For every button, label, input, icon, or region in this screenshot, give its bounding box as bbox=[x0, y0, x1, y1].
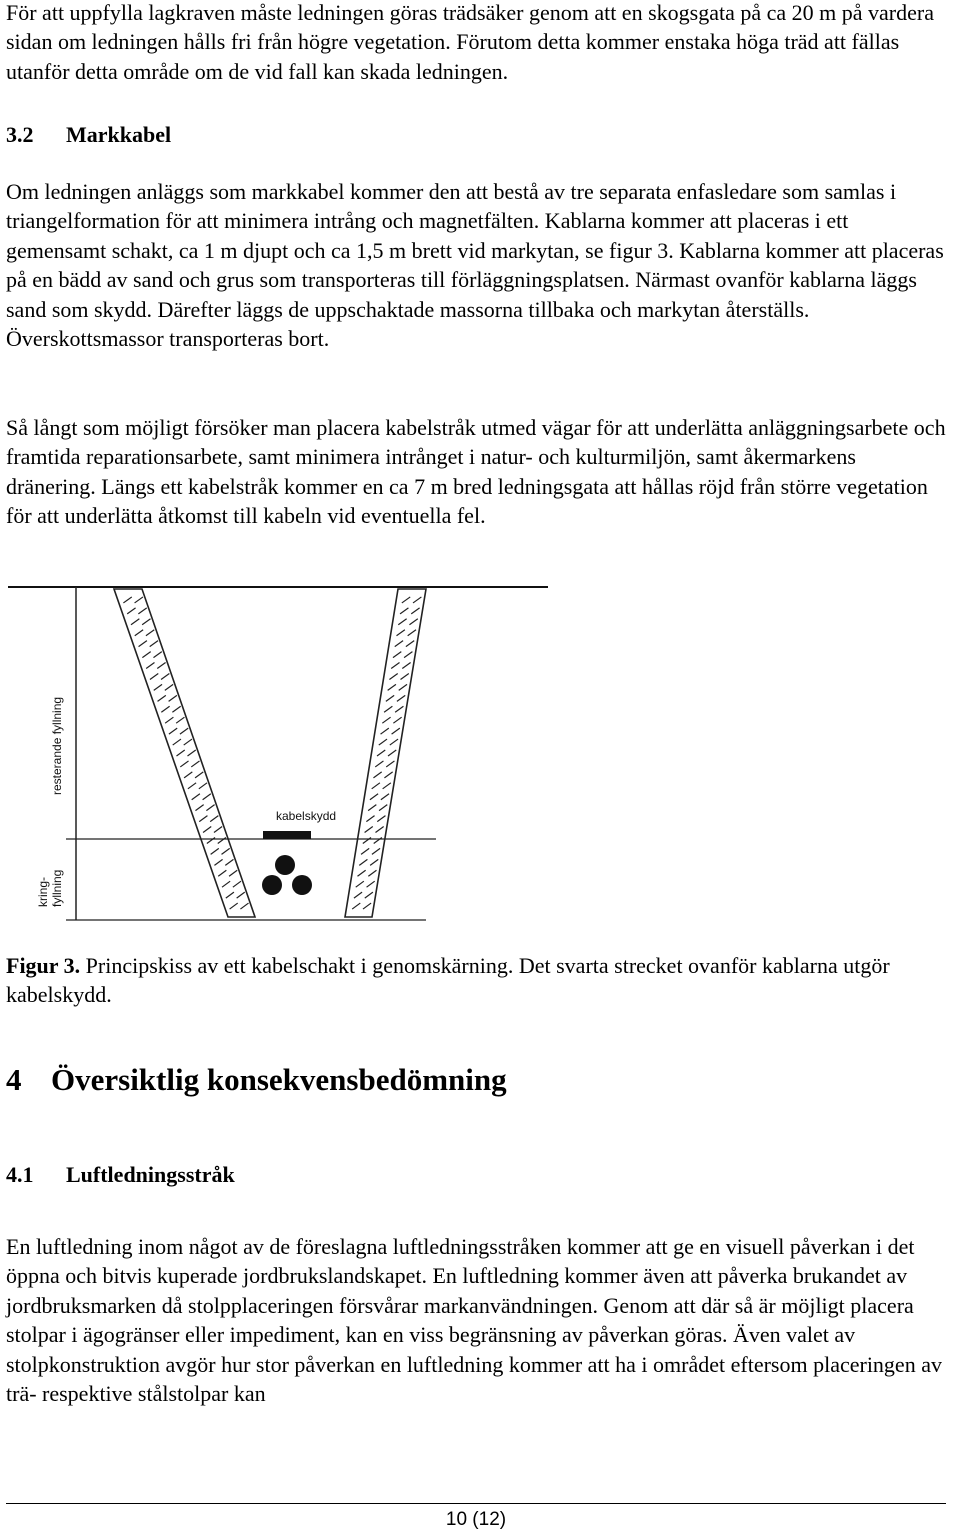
hatch-mark bbox=[131, 619, 139, 625]
hatch-mark bbox=[169, 728, 177, 734]
hatch-mark bbox=[368, 805, 376, 811]
hatch-mark bbox=[389, 673, 397, 679]
hatch-mark bbox=[139, 641, 147, 647]
hatch-mark bbox=[135, 597, 143, 603]
hatch-mark bbox=[375, 827, 383, 833]
hatch-mark bbox=[158, 695, 166, 701]
intro-paragraph: För att uppfylla lagkraven måste ledningen göras trädsäker genom att en skogsgata på ca 20 m på vardera sidan om ledningen hålls fri från högre vegetation. Förutom detta kommer enstaka höga träd att fällas utanför detta område om de vid fall kan skada ledningen. bbox=[6, 0, 934, 84]
hatch-mark bbox=[161, 706, 169, 712]
hatch-mark bbox=[211, 848, 219, 854]
hatch-mark bbox=[180, 728, 188, 734]
hatch-mark bbox=[377, 750, 385, 756]
hatch-mark bbox=[142, 619, 150, 625]
hatch-mark bbox=[207, 837, 215, 843]
hatch-mark bbox=[398, 619, 406, 625]
hatch-mark bbox=[354, 892, 362, 898]
hatch-mark bbox=[404, 652, 412, 658]
hatch-mark bbox=[384, 706, 392, 712]
right-trench-wall bbox=[345, 589, 426, 917]
hatch-mark bbox=[169, 695, 177, 701]
hatch-mark bbox=[393, 652, 401, 658]
hatch-mark bbox=[386, 695, 394, 701]
cable bbox=[275, 855, 295, 875]
hatch-mark bbox=[388, 750, 396, 756]
hatch-mark bbox=[359, 859, 367, 865]
hatch-mark bbox=[370, 794, 378, 800]
hatch-mark bbox=[384, 772, 392, 778]
section-number: 4.1 bbox=[6, 1162, 34, 1187]
hatch-mark bbox=[165, 717, 173, 723]
hatch-mark bbox=[365, 892, 373, 898]
hatch-mark bbox=[393, 717, 401, 723]
hatch-mark bbox=[146, 663, 154, 669]
hatch-mark bbox=[374, 837, 382, 843]
hatch-mark bbox=[386, 761, 394, 767]
hatch-mark bbox=[188, 750, 196, 756]
caption-lead: Figur 3. bbox=[6, 953, 81, 978]
cable bbox=[262, 875, 282, 895]
hatch-mark bbox=[381, 728, 389, 734]
hatch-mark bbox=[368, 870, 376, 876]
hatch-mark bbox=[214, 859, 222, 865]
hatch-mark bbox=[225, 859, 233, 865]
figure-caption bbox=[6, 951, 946, 1010]
hatch-mark bbox=[135, 630, 143, 636]
hatch-mark bbox=[379, 739, 387, 745]
hatch-mark bbox=[397, 695, 405, 701]
hatch-mark bbox=[153, 652, 161, 658]
hatch-mark bbox=[206, 805, 214, 811]
hatch-mark bbox=[365, 827, 373, 833]
hatch-mark bbox=[226, 892, 234, 898]
hatch-mark bbox=[195, 805, 203, 811]
hatch-mark bbox=[361, 848, 369, 854]
hatch-mark bbox=[210, 816, 218, 822]
hatch-mark bbox=[222, 881, 230, 887]
hatch-mark bbox=[402, 597, 410, 603]
section-heading-3-2 bbox=[6, 122, 171, 148]
hatch-mark bbox=[214, 827, 222, 833]
hatch-mark bbox=[146, 630, 154, 636]
hatch-mark bbox=[199, 783, 207, 789]
cable bbox=[292, 875, 312, 895]
hatch-mark bbox=[372, 783, 380, 789]
hatch-mark bbox=[176, 717, 184, 723]
hatch-mark bbox=[240, 903, 248, 909]
surround-fill-label-2: fyllning bbox=[50, 869, 64, 907]
section-heading-4 bbox=[6, 1062, 507, 1098]
hatch-mark bbox=[357, 870, 365, 876]
hatch-mark bbox=[388, 684, 396, 690]
caption-text: Principskiss av ett kabelschakt i genomskärning. Det svarta strecket ovanför kablarna utgör kabelskydd. bbox=[6, 953, 890, 1008]
hatch-mark bbox=[165, 684, 173, 690]
hatch-mark bbox=[413, 597, 421, 603]
section-title: Markkabel bbox=[66, 122, 172, 147]
hatch-mark bbox=[373, 772, 381, 778]
hatch-mark bbox=[391, 663, 399, 669]
hatch-mark bbox=[408, 630, 416, 636]
cable-protection-bar bbox=[263, 831, 311, 839]
left-trench-wall bbox=[114, 589, 255, 917]
hatch-mark bbox=[367, 881, 375, 887]
hatch-mark bbox=[366, 816, 374, 822]
hatch-mark bbox=[218, 870, 226, 876]
section-number: 4 bbox=[6, 1062, 22, 1097]
section-number: 3.2 bbox=[6, 122, 34, 147]
hatch-mark bbox=[150, 673, 158, 679]
hatch-mark bbox=[390, 739, 398, 745]
hatch-mark bbox=[392, 728, 400, 734]
hatch-mark bbox=[370, 859, 378, 865]
hatch-mark bbox=[401, 673, 409, 679]
section-heading-4-1 bbox=[6, 1162, 235, 1188]
hatch-mark bbox=[173, 739, 181, 745]
hatch-mark bbox=[142, 652, 150, 658]
hatch-mark bbox=[400, 608, 408, 614]
hatch-mark bbox=[402, 663, 410, 669]
hatch-mark bbox=[154, 684, 162, 690]
hatch-mark bbox=[138, 608, 146, 614]
hatch-mark bbox=[172, 706, 180, 712]
hatch-mark bbox=[127, 608, 135, 614]
hatch-mark bbox=[395, 641, 403, 647]
hatch-mark bbox=[229, 870, 237, 876]
hatch-mark bbox=[352, 903, 360, 909]
hatch-mark bbox=[411, 608, 419, 614]
hatch-mark bbox=[123, 597, 131, 603]
hatch-mark bbox=[177, 750, 185, 756]
hatch-mark bbox=[188, 783, 196, 789]
hatch-mark bbox=[381, 794, 389, 800]
footer-divider bbox=[6, 1503, 946, 1504]
hatch-mark bbox=[399, 684, 407, 690]
hatch-mark bbox=[180, 761, 188, 767]
hatch-mark bbox=[218, 837, 226, 843]
hatch-mark bbox=[379, 805, 387, 811]
hatch-mark bbox=[192, 794, 200, 800]
hatch-mark bbox=[377, 816, 385, 822]
surround-fill-label-1: kring- bbox=[36, 876, 50, 907]
markkabel-paragraph: Om ledningen anläggs som markkabel kommer den att bestå av tre separata enfasledare som samlas i triangelformation för att minimera intrång och magnetfälten. Kablarna kommer att placeras i ett gemensamt schakt, ca 1 m djupt och ca 1,5 m brett vid markytan, se figur 3. Kablarna kommer att placeras på en bädd av sand och grus som transporteras till förläggningsplatsen. Närmast ovanför kablarna läggs sand som skydd. Därefter läggs de uppschaktade massorna tillbaka och markytan återställs. Överskottsmassor transporteras bort. bbox=[6, 179, 944, 352]
backfill-label: resterande fyllning bbox=[50, 696, 64, 795]
hatch-mark bbox=[409, 619, 417, 625]
hatch-mark bbox=[230, 903, 238, 909]
hatch-mark bbox=[375, 761, 383, 767]
hatch-mark bbox=[363, 903, 371, 909]
hatch-mark bbox=[199, 816, 207, 822]
hatch-mark bbox=[406, 641, 414, 647]
page-number: 10 (12) bbox=[445, 1509, 507, 1530]
hatch-mark bbox=[383, 783, 391, 789]
hatch-mark bbox=[382, 717, 390, 723]
hatch-mark bbox=[184, 772, 192, 778]
hatch-mark bbox=[372, 848, 380, 854]
luftledning-paragraph: En luftledning inom något av de föreslagna luftledningsstråken kommer att ge en visuell påverkan i det öppna och bitvis kuperade jordbrukslandskapet. En luftledning kommer även att påverka brukandet av jordbruksmarken då stolpplaceringen försvårar markanvändningen. Genom att där så är möjligt placera stolpar i ägogränser eller impediment, kan en viss begränsning av påverkan göras. Även valet av stolpkonstruktion avgör hur stor påverkan en luftledning kommer att ha i området eftersom placeringen av trä- respektive stålstolpar kan bbox=[6, 1234, 942, 1407]
hatch-mark bbox=[363, 837, 371, 843]
hatch-mark bbox=[233, 881, 241, 887]
hatch-mark bbox=[150, 641, 158, 647]
cable-trench-figure bbox=[6, 565, 566, 940]
hatch-mark bbox=[237, 892, 245, 898]
section-title: Luftledningsstråk bbox=[66, 1162, 235, 1187]
hatch-mark bbox=[222, 848, 230, 854]
section-title: Översiktlig konsekvensbedömning bbox=[51, 1062, 507, 1097]
hatch-mark bbox=[157, 663, 165, 669]
hatch-mark bbox=[356, 881, 364, 887]
hatch-mark bbox=[395, 706, 403, 712]
hatch-mark bbox=[397, 630, 405, 636]
trench-cross-section-diagram bbox=[6, 565, 566, 940]
hatch-mark bbox=[161, 673, 169, 679]
kabelskydd-label: kabelskydd bbox=[276, 809, 337, 823]
hatch-mark bbox=[203, 827, 211, 833]
hatch-mark bbox=[184, 739, 192, 745]
kabelstrak-paragraph: Så långt som möjligt försöker man placera kabelstråk utmed vägar för att underlätta anläggningsarbete och framtida reparationsarbete, samt minimera intrånget i natur- och kulturmiljön, samt åkermarkens dränering. Längs ett kabelstråk kommer en ca 7 m bred ledningsgata att hållas röjd från större vegetation för att underlätta åtkomst till kabeln vid eventuella fel. bbox=[6, 415, 946, 529]
hatch-mark bbox=[191, 761, 199, 767]
hatch-mark bbox=[203, 794, 211, 800]
hatch-mark bbox=[195, 772, 203, 778]
